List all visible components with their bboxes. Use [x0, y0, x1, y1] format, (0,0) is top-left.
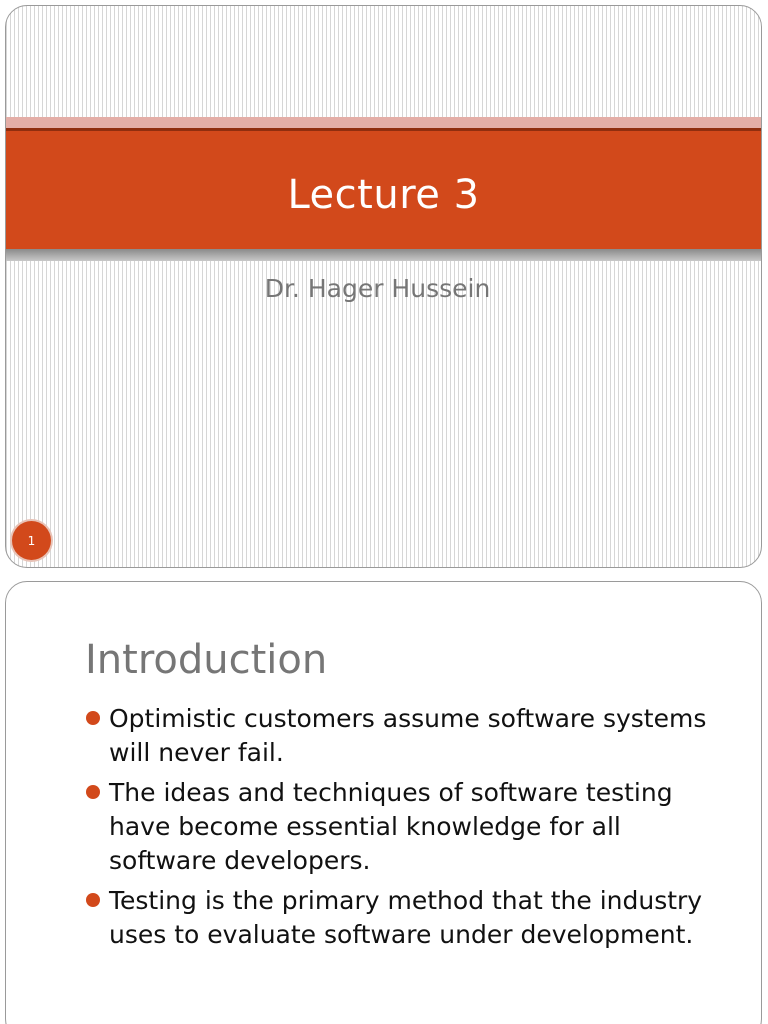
bullet-list [85, 702, 725, 958]
bullet-icon [86, 785, 100, 799]
slide-title: Lecture 3 [287, 172, 480, 218]
bullet-icon [86, 711, 100, 725]
bullet-icon [86, 893, 100, 907]
slide-subtitle: Dr. Hager Hussein [264, 274, 491, 303]
title-slide [5, 5, 762, 568]
slide-heading: Introduction [85, 637, 328, 683]
slide-number-badge: 1 [12, 521, 51, 560]
content-slide [5, 581, 762, 1024]
list-item [85, 702, 725, 770]
shadow-band [6, 249, 761, 261]
list-item [85, 884, 725, 952]
list-item [85, 776, 725, 878]
accent-band-top [6, 117, 761, 128]
title-band [6, 128, 761, 249]
bullet-text: Testing is the primary method that the industry uses to evaluate software under development. [109, 886, 703, 949]
bullet-text: The ideas and techniques of software testing have become essential knowledge for all software developers. [109, 778, 673, 875]
bullet-text: Optimistic customers assume software systems will never fail. [109, 704, 707, 767]
